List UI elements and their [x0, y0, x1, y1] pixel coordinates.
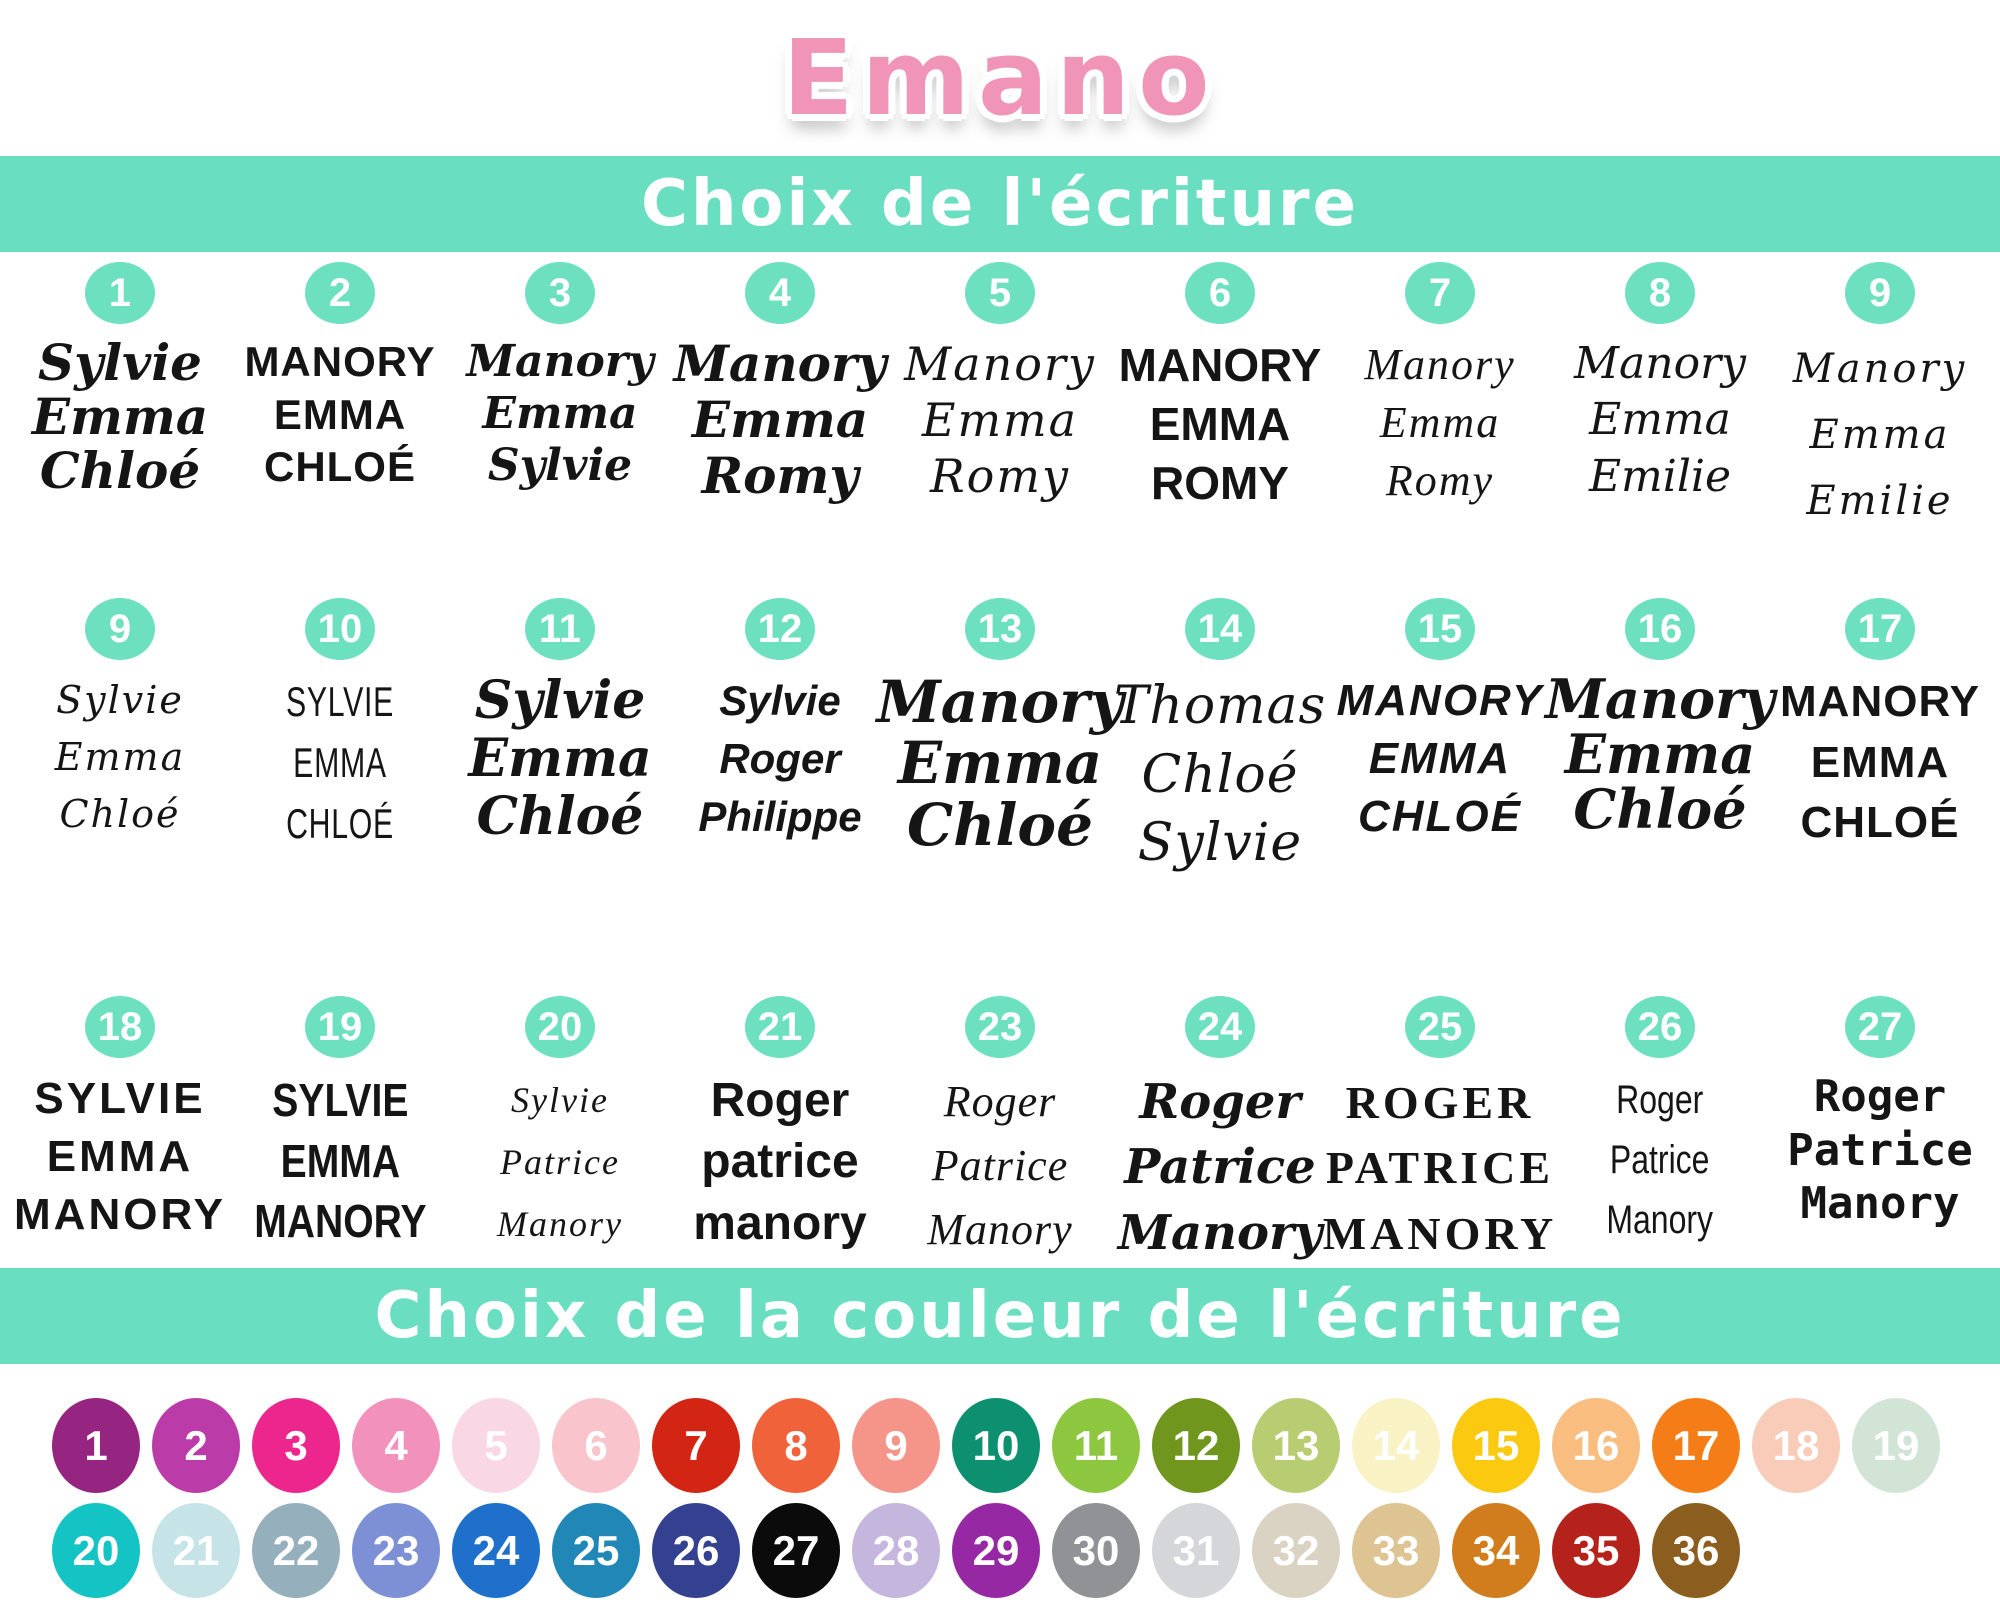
font-sample-line: Sylvie — [487, 439, 633, 491]
font-option-number-badge: 4 — [745, 262, 815, 324]
color-option-number: 21 — [172, 1526, 220, 1574]
color-option-number: 18 — [1772, 1421, 1820, 1469]
color-option-number: 29 — [972, 1526, 1020, 1574]
font-sample-line: Manory — [927, 1205, 1073, 1255]
font-option-number-badge: 16 — [1625, 598, 1695, 660]
font-sample-line: Emma — [1589, 394, 1731, 446]
font-sample-line: Patrice — [931, 1141, 1069, 1191]
font-sample-line: Emma — [897, 729, 1103, 798]
font-sample-line: Emilie — [1806, 478, 1954, 524]
font-sample-line: Roger — [710, 1074, 850, 1127]
font-sample-line: Emma — [1809, 412, 1951, 458]
color-option-number: 20 — [72, 1526, 120, 1574]
font-sample-line: Emma — [482, 387, 638, 439]
font-sample-line: EMMA — [273, 390, 407, 438]
color-option-number: 25 — [572, 1526, 620, 1574]
font-sample-line: Chloé — [1141, 744, 1299, 805]
font-option-3[interactable] — [450, 262, 670, 492]
font-sample-line: Chloé — [476, 786, 644, 848]
font-sample-line: Manory — [1800, 1178, 1960, 1230]
color-option-16[interactable] — [1552, 1398, 1640, 1493]
font-choices-row-2 — [0, 588, 2000, 986]
font-sample-line: Manory — [466, 336, 654, 387]
color-option-number: 15 — [1472, 1421, 1520, 1469]
font-sample-line: Sylvie — [37, 333, 202, 392]
font-option-11[interactable] — [450, 598, 670, 847]
font-option-23[interactable] — [890, 996, 1110, 1263]
color-option-12[interactable] — [1152, 1398, 1240, 1493]
color-option-number: 2 — [184, 1421, 208, 1469]
colors-banner-title: Choix de la couleur de l'écriture — [374, 1279, 1626, 1353]
font-option-number-badge: 1 — [85, 262, 155, 324]
color-option-number: 31 — [1172, 1526, 1220, 1574]
font-choices-row-1 — [0, 252, 2000, 588]
color-option-number: 34 — [1472, 1526, 1520, 1574]
font-option-1[interactable] — [10, 262, 230, 498]
font-sample — [265, 672, 415, 855]
font-sample-line: Manory — [1792, 346, 1968, 392]
font-sample-line: EMMA — [1810, 737, 1950, 787]
font-sample — [497, 1070, 623, 1256]
font-sample-line: Sylvie — [56, 678, 184, 722]
color-option-number: 32 — [1272, 1526, 1320, 1574]
font-sample-line: Manory — [1573, 338, 1746, 389]
font-sample-line: EMMA — [293, 738, 387, 786]
font-option-number-badge: 8 — [1625, 262, 1695, 324]
font-sample-line: MANORY — [253, 1195, 427, 1248]
font-option-18[interactable] — [10, 996, 230, 1244]
font-sample — [1593, 1070, 1726, 1250]
color-option-25[interactable] — [552, 1503, 640, 1598]
font-sample-line: Emma — [921, 393, 1079, 448]
font-option-number-badge: 18 — [85, 996, 155, 1058]
font-sample-line: Roger — [943, 1077, 1057, 1126]
color-option-number: 24 — [472, 1526, 520, 1574]
font-sample-line: Emma — [31, 387, 209, 446]
font-sample-line: Sylvie — [511, 1080, 609, 1120]
color-option-number: 4 — [384, 1421, 408, 1469]
color-option-33[interactable] — [1352, 1503, 1440, 1598]
font-sample-line: Manory — [1545, 667, 1775, 731]
font-sample — [14, 1070, 226, 1244]
color-option-number: 19 — [1872, 1421, 1920, 1469]
color-option-number: 23 — [372, 1526, 420, 1574]
font-sample — [55, 672, 185, 843]
font-sample-line: Emma — [691, 390, 869, 449]
color-option-2[interactable] — [152, 1398, 240, 1493]
font-sample-line: MANORY — [1336, 676, 1544, 725]
font-sample — [698, 672, 861, 846]
font-sample-line: Patrice — [1610, 1138, 1710, 1182]
font-option-8[interactable] — [1550, 262, 1770, 505]
color-option-28[interactable] — [852, 1503, 940, 1598]
font-sample — [1780, 672, 1980, 854]
font-option-number-badge: 24 — [1185, 996, 1255, 1058]
font-option-number-badge: 17 — [1845, 598, 1915, 660]
font-sample-line: MANORY — [1780, 677, 1980, 726]
font-option-6[interactable] — [1110, 262, 1330, 513]
font-option-14[interactable] — [1110, 598, 1330, 878]
font-option-number-badge: 26 — [1625, 996, 1695, 1058]
font-sample-line: Manory — [876, 668, 1124, 736]
color-option-number: 5 — [484, 1421, 508, 1469]
color-option-3[interactable] — [252, 1398, 340, 1493]
color-option-number: 27 — [772, 1526, 820, 1574]
color-option-number: 30 — [1072, 1526, 1120, 1574]
color-option-number: 1 — [84, 1421, 108, 1469]
color-option-4[interactable] — [352, 1398, 440, 1493]
font-option-25[interactable] — [1322, 996, 1558, 1266]
color-option-number: 17 — [1672, 1421, 1720, 1469]
font-sample — [1787, 1070, 1972, 1231]
font-sample-line: SYLVIE — [286, 678, 394, 725]
font-sample — [31, 333, 209, 500]
font-option-number-badge: 10 — [305, 598, 375, 660]
color-option-number: 9 — [884, 1421, 908, 1469]
font-option-number-badge: 20 — [525, 996, 595, 1058]
font-option-number-badge: 13 — [965, 598, 1035, 660]
color-option-number: 33 — [1372, 1526, 1420, 1574]
color-option-17[interactable] — [1652, 1398, 1740, 1493]
font-sample — [876, 668, 1124, 859]
font-sample — [674, 336, 887, 504]
font-sample-line: CHLOÉ — [263, 443, 416, 490]
font-sample-line: Manory — [673, 334, 887, 393]
font-option-13[interactable] — [876, 598, 1124, 859]
font-sample-line: Patrice — [1787, 1124, 1973, 1176]
color-option-15[interactable] — [1452, 1398, 1540, 1493]
font-sample-line: ROMY — [1150, 456, 1289, 509]
font-sample-line: Philippe — [698, 792, 862, 840]
font-sample-line: Manory — [1117, 1204, 1323, 1261]
font-option-number-badge: 23 — [965, 996, 1035, 1058]
font-option-16[interactable] — [1545, 598, 1775, 842]
color-palette-row-1 — [52, 1398, 2000, 1493]
font-option-number-badge: 12 — [745, 598, 815, 660]
colors-banner — [0, 1268, 2000, 1364]
font-option-15[interactable] — [1330, 598, 1550, 846]
color-option-21[interactable] — [152, 1503, 240, 1598]
color-option-number: 7 — [684, 1421, 708, 1469]
font-sample — [1574, 336, 1746, 505]
font-sample — [244, 336, 435, 494]
color-option-5[interactable] — [452, 1398, 540, 1493]
font-option-17[interactable] — [1770, 598, 1990, 854]
color-option-24[interactable] — [452, 1503, 540, 1598]
font-sample-line: ROGER — [1345, 1077, 1535, 1128]
font-sample-line: Manory — [497, 1203, 623, 1244]
font-sample-line: Thomas — [1113, 676, 1327, 736]
font-sample-line: EMMA — [1149, 397, 1291, 450]
font-sample — [466, 336, 653, 492]
font-sample-line: Roger — [719, 734, 841, 782]
font-sample-line: Emma — [468, 728, 652, 790]
shop-logo: Emano — [782, 17, 1218, 139]
font-option-26[interactable] — [1550, 996, 1770, 1250]
font-option-number-badge: 3 — [525, 262, 595, 324]
color-option-36[interactable] — [1652, 1503, 1740, 1598]
font-sample — [927, 1070, 1072, 1263]
color-option-29[interactable] — [952, 1503, 1040, 1598]
font-option-7[interactable] — [1330, 262, 1550, 510]
font-sample — [239, 1070, 442, 1252]
color-option-number: 6 — [584, 1421, 608, 1469]
font-sample — [904, 336, 1096, 504]
font-sample-line: Emma — [1379, 398, 1501, 448]
color-option-number: 28 — [872, 1526, 920, 1574]
font-option-number-badge: 14 — [1185, 598, 1255, 660]
color-option-number: 12 — [1172, 1421, 1220, 1469]
font-option-number-badge: 9 — [1845, 262, 1915, 324]
font-sample-line: manory — [693, 1196, 867, 1250]
font-option-20[interactable] — [450, 996, 670, 1256]
font-sample-line: Manory — [1364, 340, 1516, 389]
fonts-banner — [0, 156, 2000, 252]
font-sample-line: CHLOÉ — [1800, 798, 1960, 848]
font-sample — [1545, 667, 1775, 842]
font-sample-line: Chloé — [59, 792, 181, 836]
font-sample-line: Romy — [930, 449, 1070, 504]
font-option-number-badge: 5 — [965, 262, 1035, 324]
color-option-14[interactable] — [1352, 1398, 1440, 1493]
color-palette-section — [0, 1364, 2000, 1598]
color-option-number: 11 — [1073, 1421, 1119, 1469]
font-sample — [1114, 672, 1326, 878]
font-option-number-badge: 6 — [1185, 262, 1255, 324]
font-sample-line: Emma — [54, 735, 186, 779]
font-sample — [693, 1070, 866, 1254]
color-option-13[interactable] — [1252, 1398, 1340, 1493]
font-sample-line: PATRICE — [1325, 1142, 1555, 1194]
font-sample-line: MANORY — [14, 1190, 226, 1240]
font-choices-section — [0, 252, 2000, 1268]
color-option-9[interactable] — [852, 1398, 940, 1493]
font-sample-line: CHLOÉ — [1357, 792, 1522, 842]
font-sample — [1323, 1070, 1557, 1266]
color-option-8[interactable] — [752, 1398, 840, 1493]
font-sample-line: MANORY — [1322, 1207, 1558, 1259]
color-option-number: 10 — [972, 1421, 1020, 1469]
font-sample — [1119, 336, 1322, 513]
font-option-number-badge: 25 — [1405, 996, 1475, 1058]
font-sample-line: Patrice — [500, 1141, 620, 1182]
color-option-23[interactable] — [352, 1503, 440, 1598]
font-sample — [1793, 336, 1967, 534]
font-option-number-badge: 2 — [305, 262, 375, 324]
font-sample-line: CHLOÉ — [286, 799, 394, 847]
font-option-19[interactable] — [230, 996, 450, 1252]
font-option-number-badge: 21 — [745, 996, 815, 1058]
font-sample-line: Patrice — [1124, 1139, 1316, 1196]
logo-row — [0, 0, 2000, 156]
font-sample — [1118, 1070, 1322, 1266]
font-sample-line: Roger — [1616, 1078, 1704, 1122]
font-sample-line: Chloé — [1573, 777, 1747, 842]
color-option-number: 8 — [784, 1421, 808, 1469]
font-option-number-badge: 19 — [305, 996, 375, 1058]
color-option-number: 14 — [1372, 1421, 1420, 1469]
font-sample-line: Roger — [1139, 1074, 1301, 1130]
font-sample-line: MANORY — [244, 338, 436, 385]
font-sample-line: Chloé — [39, 441, 201, 500]
font-sample-line: Manory — [1606, 1198, 1714, 1242]
font-option-24[interactable] — [1110, 996, 1330, 1266]
font-sample-line: Emilie — [1588, 450, 1732, 502]
color-option-6[interactable] — [552, 1398, 640, 1493]
font-option-number-badge: 15 — [1405, 598, 1475, 660]
font-sample-line: SYLVIE — [271, 1074, 409, 1126]
color-option-number: 22 — [272, 1526, 320, 1574]
color-option-31[interactable] — [1152, 1503, 1240, 1598]
color-option-26[interactable] — [652, 1503, 740, 1598]
font-sample-line: Chloé — [907, 790, 1093, 859]
font-sample-line: EMMA — [46, 1132, 194, 1182]
font-sample-line: Sylvie — [719, 677, 841, 724]
font-option-number-badge: 27 — [1845, 996, 1915, 1058]
color-option-number: 16 — [1572, 1421, 1620, 1469]
font-option-9[interactable] — [1770, 262, 1990, 534]
font-sample-line: EMMA — [1368, 734, 1512, 784]
color-option-number: 13 — [1272, 1421, 1320, 1469]
color-option-number: 26 — [672, 1526, 720, 1574]
font-option-number-badge: 9 — [85, 598, 155, 660]
font-sample-line: Romy — [1385, 456, 1495, 506]
color-option-32[interactable] — [1252, 1503, 1340, 1598]
color-option-19[interactable] — [1852, 1398, 1940, 1493]
font-choices-row-3 — [0, 986, 2000, 1268]
color-option-35[interactable] — [1552, 1503, 1640, 1598]
font-option-number-badge: 11 — [525, 598, 595, 660]
font-sample-line: MANORY — [1118, 339, 1322, 391]
font-option-12[interactable] — [670, 598, 890, 846]
color-palette-row-2 — [52, 1503, 2000, 1598]
color-option-20[interactable] — [52, 1503, 140, 1598]
color-option-11[interactable] — [1052, 1398, 1140, 1493]
font-sample-line: Roger — [1813, 1071, 1947, 1122]
font-option-9[interactable] — [10, 598, 230, 843]
font-sample-line: Romy — [701, 446, 859, 505]
color-option-1[interactable] — [52, 1398, 140, 1493]
font-sample-line: Emma — [1564, 722, 1756, 787]
font-option-10[interactable] — [230, 598, 450, 855]
font-option-21[interactable] — [670, 996, 890, 1254]
color-option-number: 35 — [1572, 1526, 1620, 1574]
color-option-number: 3 — [284, 1421, 308, 1469]
color-option-10[interactable] — [952, 1398, 1040, 1493]
font-sample-line: patrice — [701, 1135, 859, 1189]
font-sample-line: Sylvie — [474, 670, 646, 731]
font-sample-line: EMMA — [280, 1134, 400, 1187]
font-sample — [1337, 672, 1544, 846]
font-option-5[interactable] — [890, 262, 1110, 504]
color-option-number: 36 — [1672, 1526, 1720, 1574]
color-option-7[interactable] — [652, 1398, 740, 1493]
font-sample-line: Manory — [904, 337, 1096, 391]
color-option-34[interactable] — [1452, 1503, 1540, 1598]
font-sample — [468, 672, 651, 847]
font-option-number-badge: 7 — [1405, 262, 1475, 324]
fonts-banner-title: Choix de l'écriture — [641, 167, 1359, 241]
font-sample — [1364, 336, 1515, 510]
font-option-2[interactable] — [230, 262, 450, 494]
font-option-27[interactable] — [1770, 996, 1990, 1231]
color-option-30[interactable] — [1052, 1503, 1140, 1598]
font-sample-line: SYLVIE — [34, 1074, 206, 1123]
font-option-4[interactable] — [670, 262, 890, 504]
font-sample-line: Sylvie — [1137, 813, 1303, 874]
color-option-18[interactable] — [1752, 1398, 1840, 1493]
color-option-22[interactable] — [252, 1503, 340, 1598]
color-option-27[interactable] — [752, 1503, 840, 1598]
